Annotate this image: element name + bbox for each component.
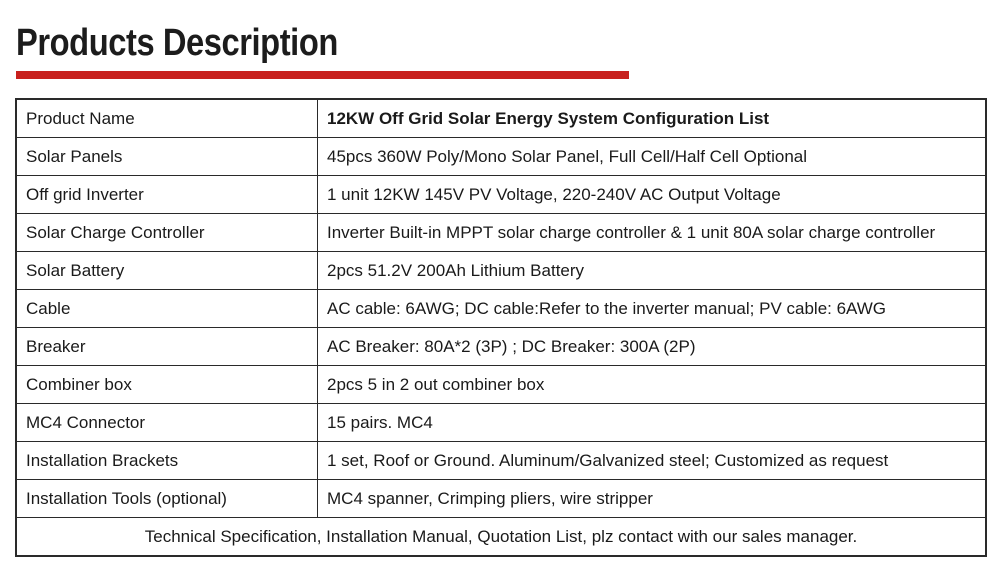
table-row-solar-charge-controller [16,214,986,252]
table-row-breaker [16,328,986,366]
row-label: Product Name [16,99,318,138]
row-value: 1 unit 12KW 145V PV Voltage, 220-240V AC Output Voltage [318,176,987,214]
table-footer-row [16,518,986,557]
row-value: MC4 spanner, Crimping pliers, wire stripper [318,480,987,518]
table-row-combiner-box [16,366,986,404]
title-underline-bar [16,71,629,79]
page-title: Products Description [16,22,338,64]
row-label: Solar Panels [16,138,318,176]
row-label: Installation Brackets [16,442,318,480]
footer-note: Technical Specification, Installation Manual, Quotation List, plz contact with our sales manager. [16,518,986,557]
row-label: Off grid Inverter [16,176,318,214]
row-value: 15 pairs. MC4 [318,404,987,442]
row-value: 2pcs 5 in 2 out combiner box [318,366,987,404]
configuration-table [15,98,987,557]
table-row-installation-brackets [16,442,986,480]
table-row-cable [16,290,986,328]
row-label: Solar Battery [16,252,318,290]
row-value: 1 set, Roof or Ground. Aluminum/Galvanized steel; Customized as request [318,442,987,480]
row-label: Solar Charge Controller [16,214,318,252]
row-value: 45pcs 360W Poly/Mono Solar Panel, Full Cell/Half Cell Optional [318,138,987,176]
row-label: Breaker [16,328,318,366]
table-row-solar-battery [16,252,986,290]
table-row-installation-tools [16,480,986,518]
row-value: AC Breaker: 80A*2 (3P) ; DC Breaker: 300A (2P) [318,328,987,366]
row-value: AC cable: 6AWG; DC cable:Refer to the inverter manual; PV cable: 6AWG [318,290,987,328]
table-row-off-grid-inverter [16,176,986,214]
row-label: MC4 Connector [16,404,318,442]
table-row-solar-panels [16,138,986,176]
row-value: 2pcs 51.2V 200Ah Lithium Battery [318,252,987,290]
row-label: Installation Tools (optional) [16,480,318,518]
table-row-mc4-connector [16,404,986,442]
row-value: 12KW Off Grid Solar Energy System Configuration List [318,99,987,138]
row-label: Cable [16,290,318,328]
row-value: Inverter Built-in MPPT solar charge controller & 1 unit 80A solar charge controller [318,214,987,252]
row-label: Combiner box [16,366,318,404]
table-row-product-name [16,99,986,138]
